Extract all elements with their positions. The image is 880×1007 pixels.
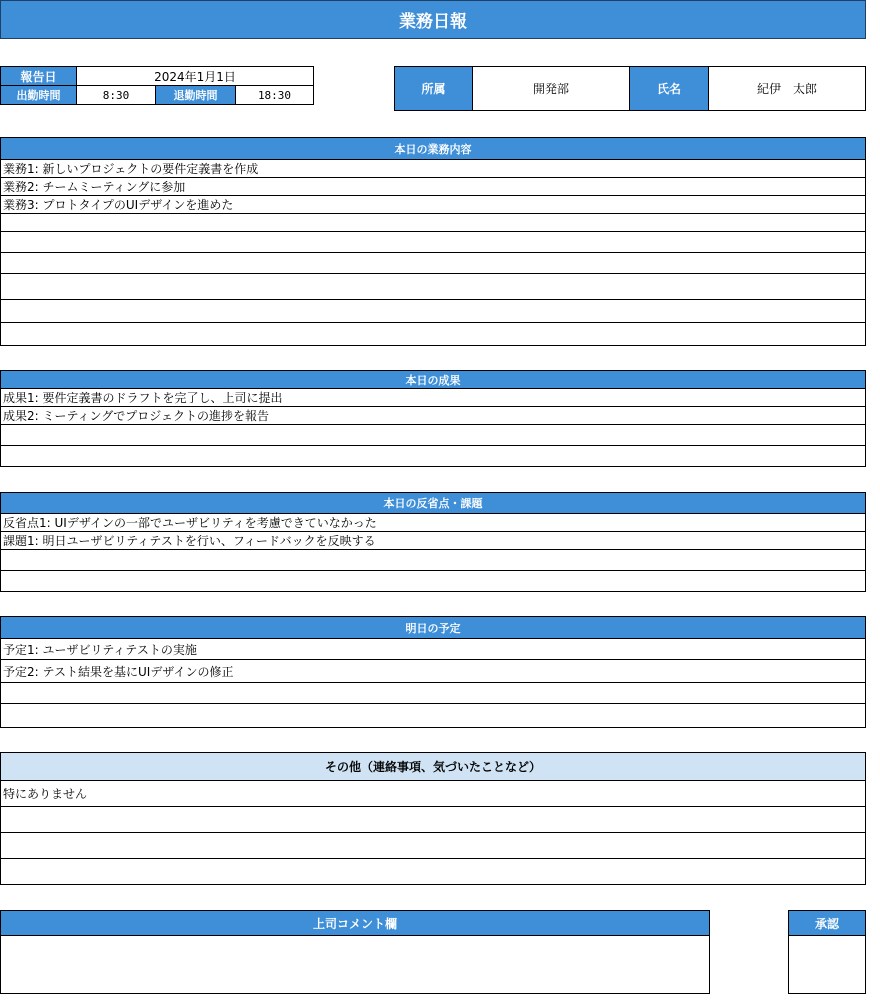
report-date-value[interactable]: 2024年1月1日: [76, 66, 314, 86]
end-time-value[interactable]: 18:30: [235, 85, 314, 105]
supervisor-comment-heading: 上司コメント欄: [1, 911, 709, 936]
other-heading: その他（連絡事項、気づいたことなど）: [1, 753, 865, 781]
results-row[interactable]: 成果2: ミーティングでプロジェクトの進捗を報告: [1, 407, 865, 425]
other-row[interactable]: [1, 833, 865, 859]
tasks-row[interactable]: [1, 274, 865, 300]
other-row[interactable]: [1, 859, 865, 884]
tomorrow-heading: 明日の予定: [1, 617, 865, 639]
name-label: 氏名: [629, 66, 709, 111]
tomorrow-row[interactable]: [1, 704, 865, 727]
tasks-row[interactable]: [1, 300, 865, 323]
name-value[interactable]: 紀伊 太郎: [708, 66, 866, 111]
tasks-row[interactable]: 業務2: チームミーティングに参加: [1, 178, 865, 196]
tomorrow-row[interactable]: [1, 683, 865, 704]
tomorrow-section: [0, 616, 866, 728]
department-value[interactable]: 開発部: [472, 66, 630, 111]
reflection-row[interactable]: 反省点1: UIデザインの一部でユーザビリティを考慮できていなかった: [1, 514, 865, 532]
tomorrow-row[interactable]: 予定2: テスト結果を基にUIデザインの修正: [1, 660, 865, 683]
reflection-row[interactable]: [1, 550, 865, 571]
end-time-label: 退勤時間: [155, 85, 236, 105]
results-row[interactable]: 成果1: 要件定義書のドラフトを完了し、上司に提出: [1, 389, 865, 407]
approval-box[interactable]: [788, 910, 866, 994]
tasks-section: [0, 137, 866, 346]
approval-heading: 承認: [789, 911, 865, 936]
tasks-row[interactable]: [1, 214, 865, 232]
other-section: [0, 752, 866, 885]
tasks-heading: 本日の業務内容: [1, 138, 865, 160]
start-time-value[interactable]: 8:30: [76, 85, 156, 105]
results-row[interactable]: [1, 425, 865, 446]
report-title: 業務日報: [0, 0, 866, 39]
tasks-row[interactable]: [1, 232, 865, 253]
report-date-label: 報告日: [0, 66, 77, 86]
department-label: 所属: [394, 66, 473, 111]
tasks-row[interactable]: [1, 253, 865, 274]
tomorrow-row[interactable]: 予定1: ユーザビリティテストの実施: [1, 639, 865, 660]
reflection-row[interactable]: [1, 571, 865, 591]
results-section: [0, 370, 866, 467]
reflection-row[interactable]: 課題1: 明日ユーザビリティテストを行い、フィードバックを反映する: [1, 532, 865, 550]
tasks-row[interactable]: 業務3: プロトタイプのUIデザインを進めた: [1, 196, 865, 214]
tasks-row[interactable]: [1, 323, 865, 345]
reflection-section: [0, 492, 866, 592]
other-row[interactable]: 特にありません: [1, 781, 865, 807]
other-row[interactable]: [1, 807, 865, 833]
supervisor-comment-box[interactable]: [0, 910, 710, 994]
start-time-label: 出勤時間: [0, 85, 77, 105]
results-heading: 本日の成果: [1, 371, 865, 389]
tasks-row[interactable]: 業務1: 新しいプロジェクトの要件定義書を作成: [1, 160, 865, 178]
results-row[interactable]: [1, 446, 865, 466]
reflection-heading: 本日の反省点・課題: [1, 493, 865, 514]
